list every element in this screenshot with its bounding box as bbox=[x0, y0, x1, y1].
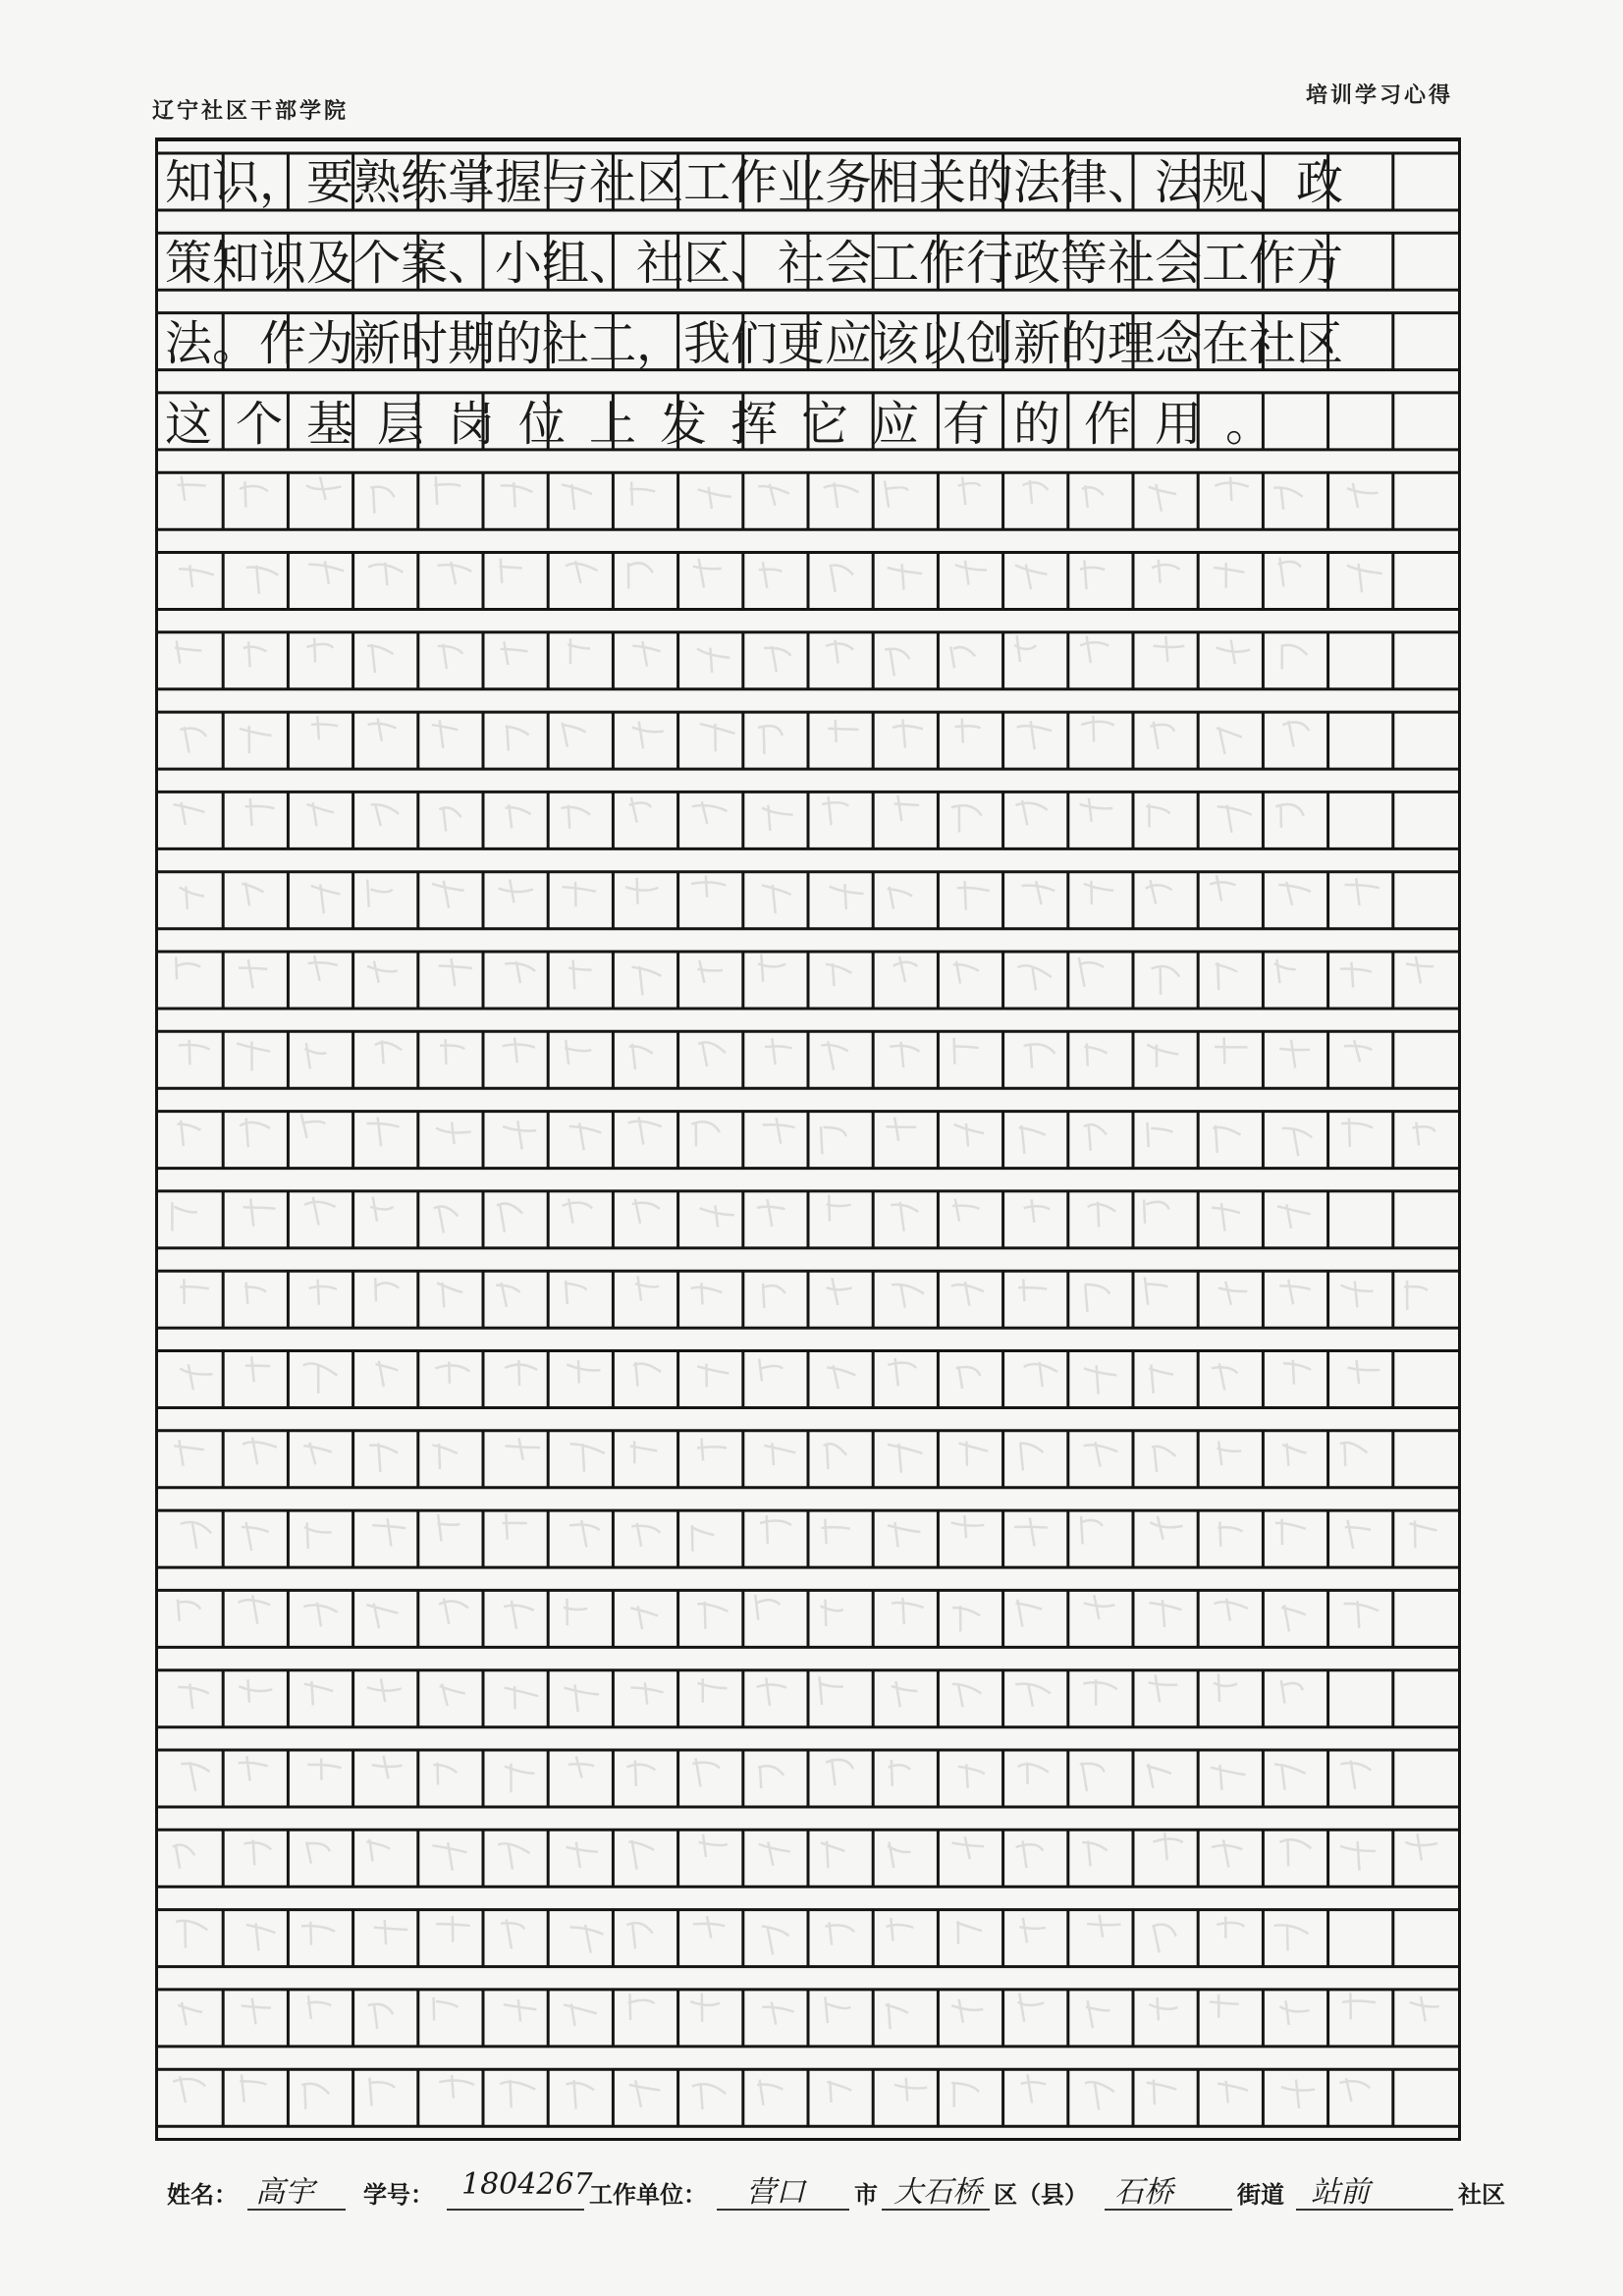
handwritten-line-1: 知识，要熟练掌握与社区工作业务相关的法律、法规、政 bbox=[165, 154, 1344, 210]
district-value: 大石桥 bbox=[893, 2175, 982, 2210]
name-label: 姓名： bbox=[167, 2181, 238, 2209]
city-underline bbox=[717, 2209, 849, 2211]
street-underline bbox=[1105, 2209, 1232, 2211]
district-underline bbox=[882, 2209, 990, 2211]
document-type-header: 培训学习心得 bbox=[1306, 83, 1454, 108]
city-label: 市 bbox=[854, 2181, 878, 2209]
student-id-label: 学号： bbox=[363, 2181, 434, 2209]
name-underline bbox=[247, 2209, 346, 2211]
district-label: 区（县） bbox=[994, 2181, 1088, 2209]
street-label: 街道 bbox=[1237, 2181, 1284, 2209]
community-label: 社区 bbox=[1458, 2181, 1505, 2209]
community-value: 站前 bbox=[1311, 2175, 1370, 2210]
institution-header: 辽宁社区干部学院 bbox=[152, 99, 350, 124]
name-value: 高宇 bbox=[255, 2175, 314, 2210]
community-underline bbox=[1296, 2209, 1453, 2211]
street-value: 石桥 bbox=[1114, 2175, 1173, 2210]
city-value: 营口 bbox=[746, 2175, 805, 2210]
handwritten-line-3: 法。作为新时期的社工，我们更应该以创新的理念在社区 bbox=[165, 315, 1344, 371]
student-id-underline bbox=[447, 2209, 584, 2211]
handwritten-line-4: 这个基层岗位上发挥它应有的作用。 bbox=[165, 396, 1297, 452]
student-info-footer bbox=[167, 2167, 1522, 2219]
handwritten-line-2: 策知识及个案、小组、社区、社会工作行政等社会工作方 bbox=[165, 235, 1344, 291]
student-id-value: 1804267 bbox=[461, 2167, 593, 2202]
work-unit-label: 工作单位： bbox=[589, 2181, 707, 2209]
